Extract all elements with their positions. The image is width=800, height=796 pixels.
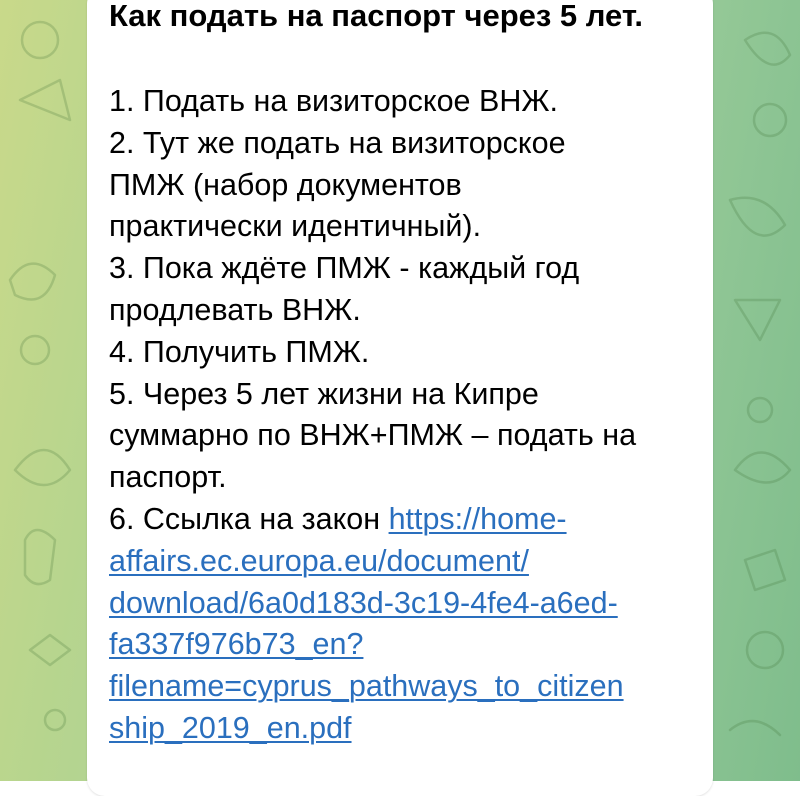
message-line: продлевать ВНЖ.	[109, 292, 361, 327]
message-text	[109, 0, 699, 750]
link-line	[109, 541, 699, 583]
message-line: 4. Получить ПМЖ.	[109, 334, 370, 369]
blank-line	[109, 36, 699, 81]
law-link[interactable]: fa337f976b73_en?	[109, 627, 364, 662]
message-line: суммарно по ВНЖ+ПМЖ – подать на	[109, 418, 637, 453]
link-line	[109, 708, 699, 750]
law-link[interactable]: ship_2019_en.pdf	[109, 710, 352, 745]
message-line: практически идентичный).	[109, 209, 482, 244]
message-line: 5. Через 5 лет жизни на Кипре	[109, 376, 539, 411]
link-prefix: 6. Ссылка на закон	[109, 501, 389, 536]
link-line	[109, 583, 699, 625]
law-link[interactable]: affairs.ec.europa.eu/document/	[109, 543, 529, 578]
message-line: 3. Пока ждёте ПМЖ - каждый год	[109, 251, 580, 286]
law-link[interactable]: download/6a0d183d-3c19-4fe4-a6ed-	[109, 585, 618, 620]
message-line: 2. Тут же подать на визиторское	[109, 125, 566, 160]
link-line	[109, 499, 699, 541]
link-line	[109, 624, 699, 666]
message-line: паспорт.	[109, 460, 227, 495]
law-link[interactable]: filename=cyprus_pathways_to_citizen	[109, 669, 624, 704]
message-line: 1. Подать на визиторское ВНЖ.	[109, 84, 558, 118]
message-title: Как подать на паспорт через 5 лет.	[109, 0, 643, 33]
link-line	[109, 666, 699, 708]
law-link[interactable]: https://home-	[388, 501, 567, 536]
message-line: ПМЖ (набор документов	[109, 167, 462, 202]
